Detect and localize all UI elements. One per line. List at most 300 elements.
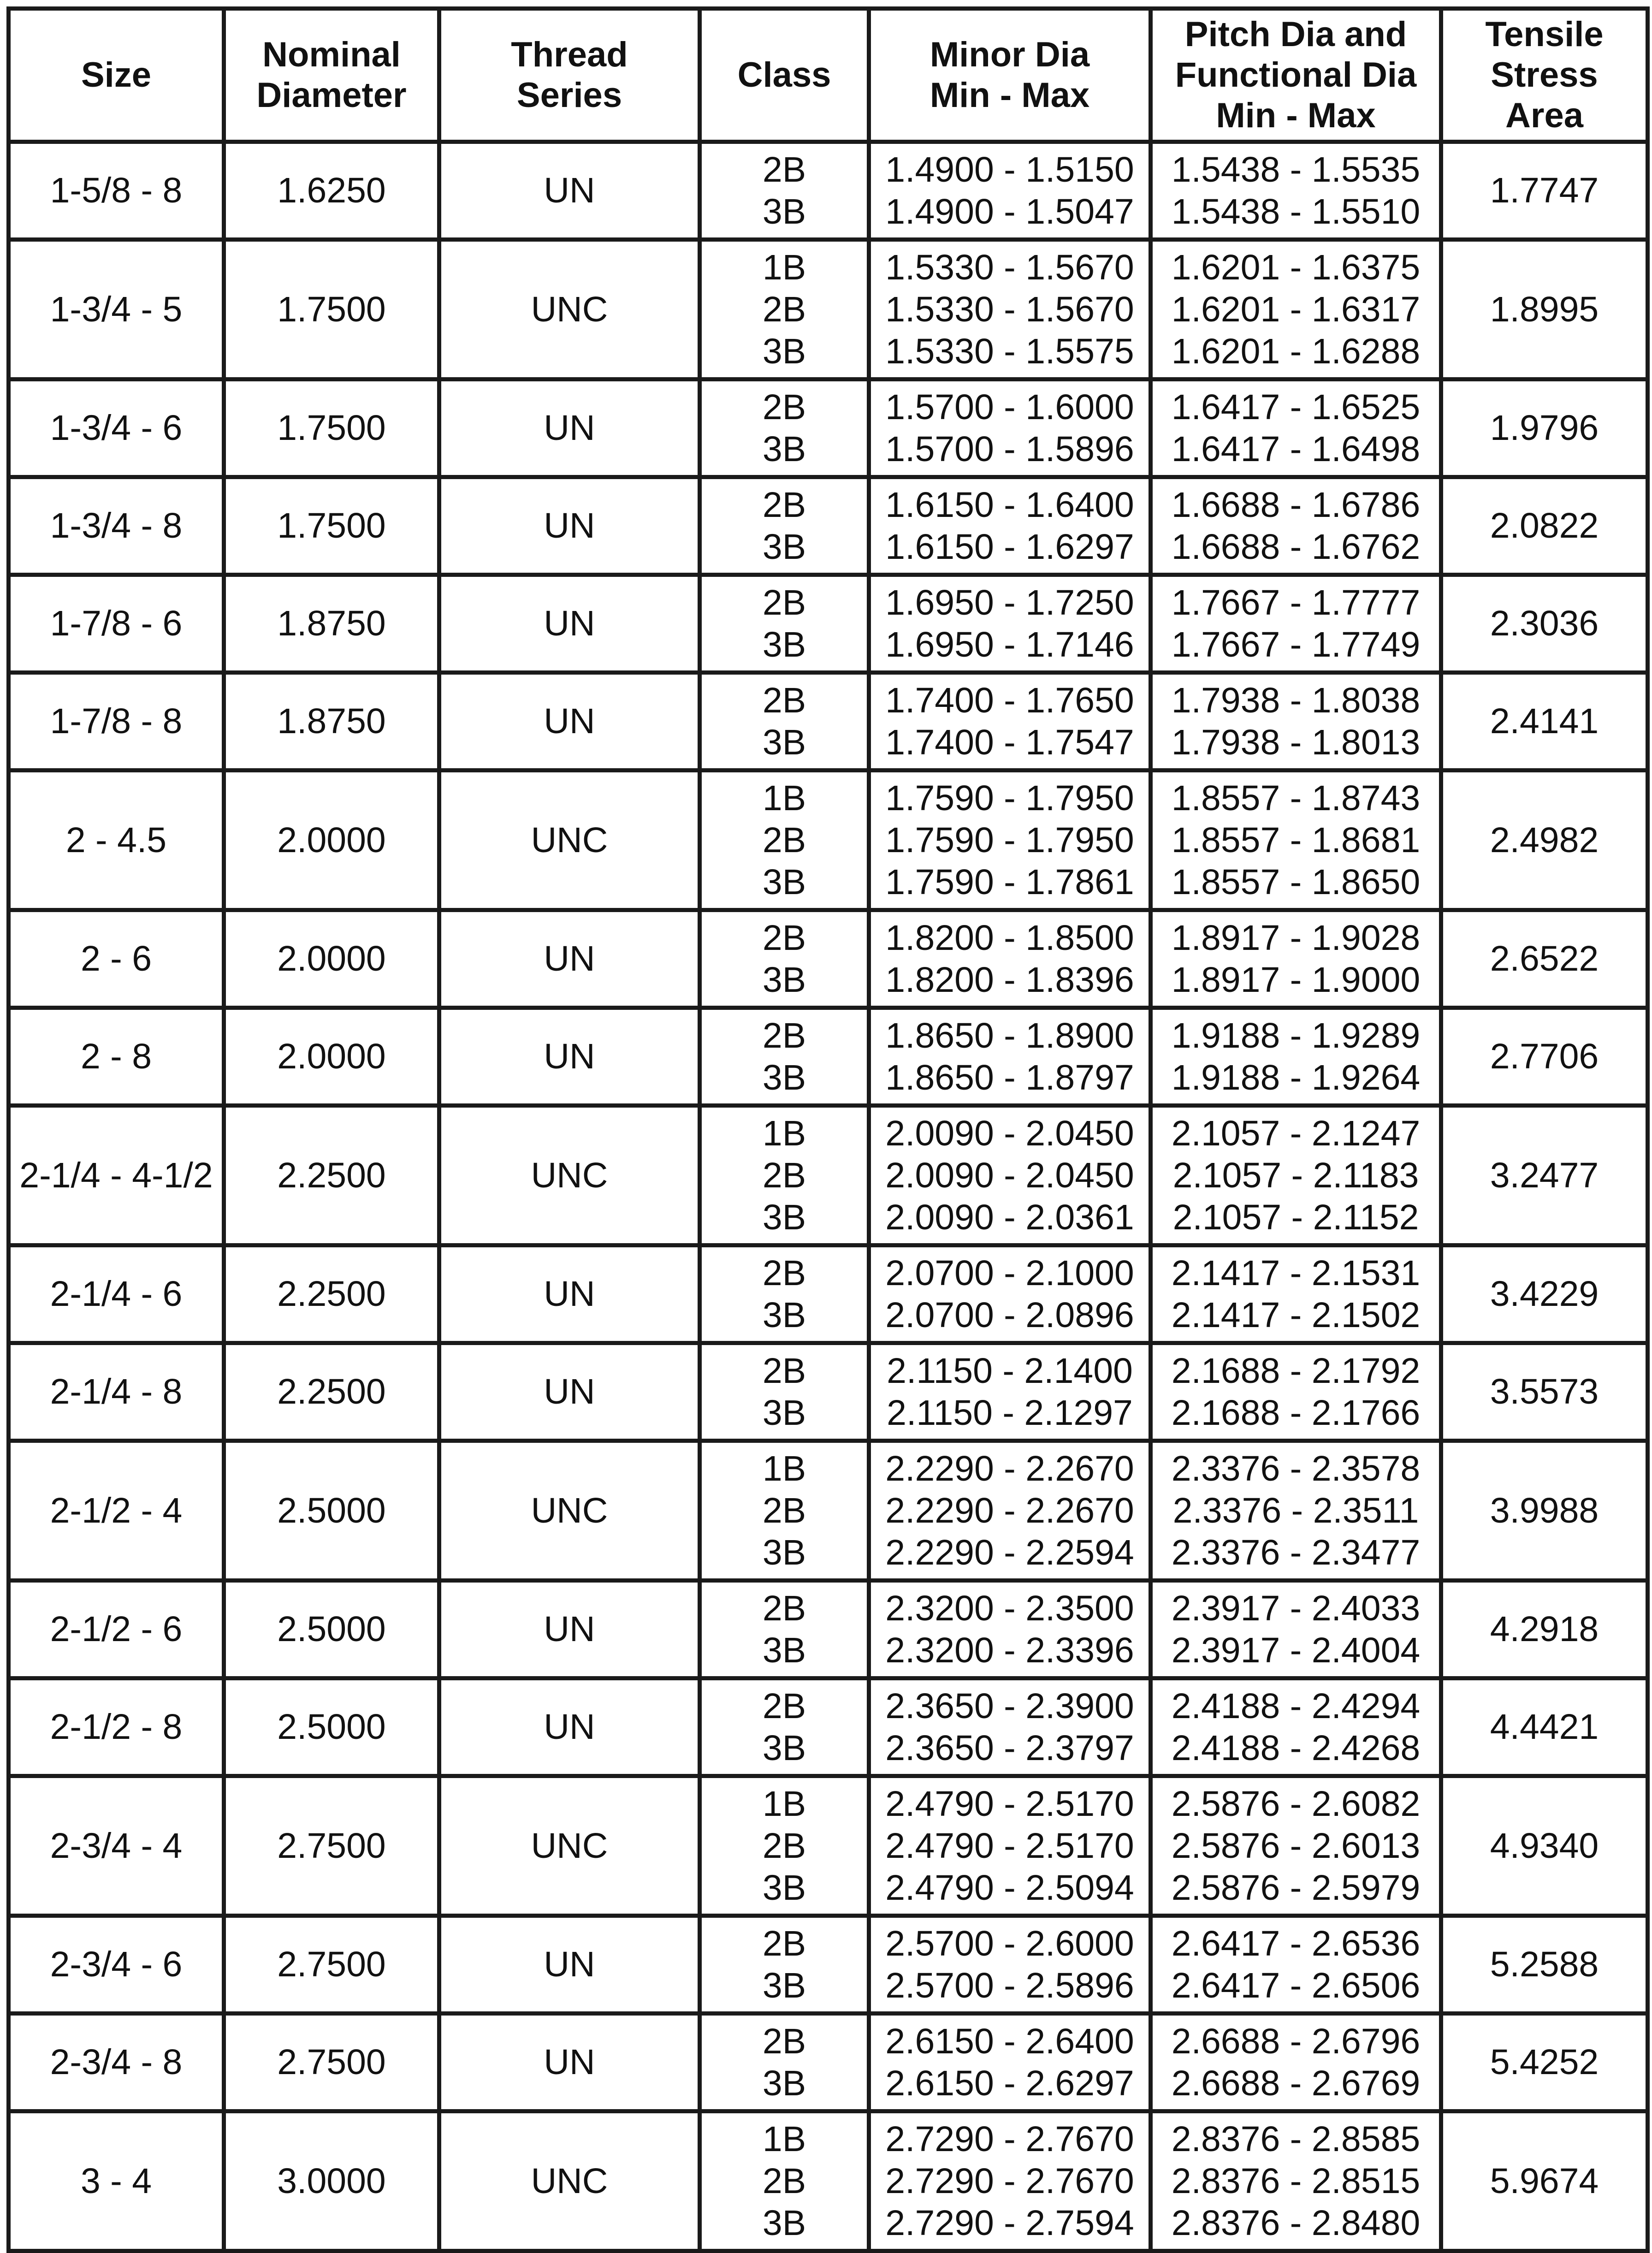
- table-body: [9, 142, 1648, 2251]
- class-cell: [700, 379, 869, 477]
- nominal-diameter-cell: 1.8750: [224, 575, 439, 673]
- tensile-stress-area-cell: 2.4982: [1441, 771, 1648, 910]
- class-value: 2B: [762, 1923, 806, 1963]
- minor-dia-value: 1.7400 - 1.7650: [885, 680, 1134, 720]
- table-row: [9, 379, 1648, 477]
- minor-dia-value: 1.7590 - 1.7950: [885, 778, 1134, 818]
- nominal-diameter-cell: 1.7500: [224, 240, 439, 379]
- class-value: 2B: [762, 149, 806, 190]
- tensile-stress-area-cell: 4.9340: [1441, 1776, 1648, 1916]
- pitch-dia-cell: [1151, 1343, 1441, 1441]
- column-header-text: Minor Dia: [930, 35, 1090, 74]
- pitch-dia-value: 1.7938 - 1.8038: [1171, 680, 1421, 720]
- thread-series-cell: UN: [439, 910, 700, 1008]
- pitch-dia-value: 1.8557 - 1.8650: [1171, 862, 1421, 902]
- column-header-text: Nominal: [262, 35, 401, 74]
- minor-dia-value: 1.6150 - 1.6400: [885, 485, 1134, 525]
- minor-dia-value: 2.4790 - 2.5170: [885, 1784, 1134, 1824]
- class-value: 3B: [762, 722, 806, 762]
- nominal-diameter-cell: 2.0000: [224, 1008, 439, 1106]
- minor-dia-cell: [869, 771, 1151, 910]
- class-value: 3B: [762, 331, 806, 371]
- table-header-row: [9, 9, 1648, 142]
- tensile-stress-area-cell: 5.9674: [1441, 2111, 1648, 2251]
- column-header-text: Series: [516, 76, 622, 115]
- pitch-dia-value: 1.5438 - 1.5510: [1171, 191, 1421, 231]
- table-row: [9, 673, 1648, 771]
- minor-dia-value: 2.5700 - 2.5896: [885, 1965, 1134, 2005]
- class-value: 2B: [762, 2161, 806, 2201]
- size-cell: 2-1/2 - 8: [9, 1678, 224, 1776]
- minor-dia-value: 2.0090 - 2.0450: [885, 1155, 1134, 1195]
- size-cell: 2 - 6: [9, 910, 224, 1008]
- pitch-dia-value: 1.8557 - 1.8681: [1171, 820, 1421, 860]
- class-value: 2B: [762, 485, 806, 525]
- pitch-dia-value: 1.5438 - 1.5535: [1171, 149, 1421, 190]
- nominal-diameter-cell: 1.6250: [224, 142, 439, 240]
- pitch-dia-value: 2.1057 - 2.1183: [1172, 1155, 1419, 1195]
- class-cell: [700, 142, 869, 240]
- class-value: 3B: [762, 624, 806, 664]
- table-row: [9, 1441, 1648, 1581]
- pitch-dia-cell: [1151, 2014, 1441, 2111]
- pitch-dia-value: 2.1057 - 2.1247: [1171, 1113, 1421, 1153]
- minor-dia-cell: [869, 1441, 1151, 1581]
- class-value: 2B: [762, 582, 806, 623]
- minor-dia-cell: [869, 477, 1151, 575]
- table-row: [9, 477, 1648, 575]
- class-value: 1B: [762, 1113, 806, 1153]
- pitch-dia-value: 1.6688 - 1.6786: [1171, 485, 1421, 525]
- size-cell: 3 - 4: [9, 2111, 224, 2251]
- column-header-minor-dia: [869, 9, 1151, 142]
- tensile-stress-area-cell: 1.8995: [1441, 240, 1648, 379]
- table-row: [9, 1581, 1648, 1678]
- class-cell: [700, 910, 869, 1008]
- minor-dia-value: 2.7290 - 2.7670: [885, 2161, 1134, 2201]
- tensile-stress-area-cell: 3.5573: [1441, 1343, 1648, 1441]
- minor-dia-cell: [869, 2111, 1151, 2251]
- minor-dia-value: 2.3650 - 2.3797: [885, 1728, 1134, 1768]
- minor-dia-value: 2.0090 - 2.0450: [885, 1113, 1134, 1153]
- thread-series-cell: UN: [439, 673, 700, 771]
- class-cell: [700, 1008, 869, 1106]
- pitch-dia-value: 1.6201 - 1.6288: [1171, 331, 1421, 371]
- thread-series-cell: UN: [439, 1581, 700, 1678]
- class-value: 2B: [762, 1826, 806, 1866]
- column-header-text: Pitch Dia and: [1184, 15, 1407, 54]
- class-value: 3B: [762, 1197, 806, 1237]
- nominal-diameter-cell: 2.0000: [224, 771, 439, 910]
- minor-dia-value: 2.0700 - 2.0896: [885, 1295, 1134, 1335]
- class-cell: [700, 771, 869, 910]
- minor-dia-value: 1.7400 - 1.7547: [885, 722, 1134, 762]
- column-header-thread-series: [439, 9, 700, 142]
- minor-dia-value: 2.2290 - 2.2670: [885, 1490, 1134, 1530]
- tensile-stress-area-cell: 4.4421: [1441, 1678, 1648, 1776]
- minor-dia-value: 2.0700 - 2.1000: [885, 1253, 1134, 1293]
- size-cell: 2-1/4 - 6: [9, 1245, 224, 1343]
- thread-series-cell: UN: [439, 142, 700, 240]
- thread-series-cell: UNC: [439, 1106, 700, 1245]
- minor-dia-value: 2.2290 - 2.2594: [885, 1532, 1134, 1572]
- size-cell: 1-3/4 - 6: [9, 379, 224, 477]
- column-header-text: Size: [81, 55, 152, 95]
- minor-dia-value: 2.1150 - 2.1297: [887, 1393, 1133, 1433]
- pitch-dia-value: 2.1688 - 2.1792: [1171, 1351, 1421, 1391]
- class-cell: [700, 1343, 869, 1441]
- table-row: [9, 1106, 1648, 1245]
- pitch-dia-cell: [1151, 379, 1441, 477]
- class-value: 1B: [762, 2119, 806, 2159]
- tensile-stress-area-cell: 3.4229: [1441, 1245, 1648, 1343]
- class-cell: [700, 575, 869, 673]
- pitch-dia-value: 1.9188 - 1.9264: [1171, 1057, 1421, 1097]
- pitch-dia-cell: [1151, 1008, 1441, 1106]
- pitch-dia-cell: [1151, 673, 1441, 771]
- pitch-dia-value: 2.6417 - 2.6506: [1171, 1965, 1421, 2005]
- thread-series-cell: UN: [439, 477, 700, 575]
- class-value: 1B: [762, 1784, 806, 1824]
- table-row: [9, 142, 1648, 240]
- size-cell: 2-1/2 - 4: [9, 1441, 224, 1581]
- table-row: [9, 240, 1648, 379]
- minor-dia-cell: [869, 379, 1151, 477]
- thread-series-cell: UNC: [439, 1441, 700, 1581]
- nominal-diameter-cell: 2.5000: [224, 1678, 439, 1776]
- minor-dia-cell: [869, 1343, 1151, 1441]
- minor-dia-cell: [869, 910, 1151, 1008]
- pitch-dia-value: 2.3376 - 2.3477: [1171, 1532, 1421, 1572]
- class-value: 3B: [762, 1295, 806, 1335]
- column-header-text: Min - Max: [930, 76, 1090, 115]
- minor-dia-value: 2.6150 - 2.6400: [885, 2021, 1134, 2061]
- size-cell: 2-1/2 - 6: [9, 1581, 224, 1678]
- thread-series-cell: UNC: [439, 771, 700, 910]
- pitch-dia-cell: [1151, 240, 1441, 379]
- thread-series-cell: UN: [439, 1008, 700, 1106]
- minor-dia-value: 1.8200 - 1.8396: [885, 960, 1134, 1000]
- nominal-diameter-cell: 3.0000: [224, 2111, 439, 2251]
- thread-series-cell: UN: [439, 575, 700, 673]
- pitch-dia-cell: [1151, 1441, 1441, 1581]
- column-header-size: [9, 9, 224, 142]
- minor-dia-value: 1.8200 - 1.8500: [885, 918, 1134, 958]
- class-cell: [700, 1245, 869, 1343]
- class-value: 3B: [762, 1532, 806, 1572]
- minor-dia-value: 2.2290 - 2.2670: [885, 1448, 1134, 1488]
- minor-dia-value: 2.0090 - 2.0361: [885, 1197, 1134, 1237]
- pitch-dia-value: 1.6201 - 1.6375: [1171, 247, 1421, 287]
- pitch-dia-value: 2.6688 - 2.6796: [1171, 2021, 1421, 2061]
- class-value: 3B: [762, 960, 806, 1000]
- class-value: 3B: [762, 1868, 806, 1908]
- table-row: [9, 1008, 1648, 1106]
- class-cell: [700, 2014, 869, 2111]
- class-cell: [700, 1106, 869, 1245]
- minor-dia-value: 2.6150 - 2.6297: [885, 2063, 1134, 2103]
- pitch-dia-value: 1.8917 - 1.9000: [1171, 960, 1421, 1000]
- thread-series-cell: UNC: [439, 2111, 700, 2251]
- minor-dia-cell: [869, 1106, 1151, 1245]
- class-value: 2B: [762, 820, 806, 860]
- minor-dia-cell: [869, 2014, 1151, 2111]
- column-header-text: Tensile: [1485, 15, 1604, 54]
- class-value: 3B: [762, 527, 806, 567]
- thread-series-cell: UNC: [439, 240, 700, 379]
- minor-dia-value: 1.4900 - 1.5047: [885, 191, 1134, 231]
- pitch-dia-value: 2.8376 - 2.8585: [1171, 2119, 1421, 2159]
- class-value: 3B: [762, 2203, 806, 2243]
- nominal-diameter-cell: 2.5000: [224, 1441, 439, 1581]
- table-row: [9, 771, 1648, 910]
- minor-dia-value: 1.5330 - 1.5670: [885, 247, 1134, 287]
- pitch-dia-value: 2.1057 - 2.1152: [1172, 1197, 1419, 1237]
- class-value: 3B: [762, 429, 806, 469]
- table-row: [9, 2014, 1648, 2111]
- nominal-diameter-cell: 1.8750: [224, 673, 439, 771]
- class-cell: [700, 2111, 869, 2251]
- pitch-dia-cell: [1151, 1106, 1441, 1245]
- tensile-stress-area-cell: 5.2588: [1441, 1916, 1648, 2014]
- table-row: [9, 1245, 1648, 1343]
- tensile-stress-area-cell: 2.0822: [1441, 477, 1648, 575]
- pitch-dia-cell: [1151, 1916, 1441, 2014]
- minor-dia-value: 2.3200 - 2.3396: [885, 1630, 1134, 1670]
- size-cell: 2-3/4 - 6: [9, 1916, 224, 2014]
- minor-dia-value: 1.8650 - 1.8797: [885, 1057, 1134, 1097]
- pitch-dia-value: 2.1417 - 2.1502: [1171, 1295, 1421, 1335]
- pitch-dia-value: 2.3376 - 2.3578: [1171, 1448, 1421, 1488]
- column-header-text: Min - Max: [1216, 96, 1376, 135]
- minor-dia-value: 1.6150 - 1.6297: [885, 527, 1134, 567]
- pitch-dia-value: 1.6417 - 1.6498: [1171, 429, 1421, 469]
- pitch-dia-value: 2.3917 - 2.4004: [1171, 1630, 1421, 1670]
- thread-series-cell: UN: [439, 379, 700, 477]
- size-cell: 2-1/4 - 4-1/2: [9, 1106, 224, 1245]
- tensile-stress-area-cell: 2.3036: [1441, 575, 1648, 673]
- class-value: 2B: [762, 1351, 806, 1391]
- size-cell: 1-5/8 - 8: [9, 142, 224, 240]
- class-cell: [700, 477, 869, 575]
- pitch-dia-value: 2.3376 - 2.3511: [1172, 1490, 1419, 1530]
- nominal-diameter-cell: 2.0000: [224, 910, 439, 1008]
- minor-dia-value: 1.5330 - 1.5670: [885, 289, 1134, 329]
- minor-dia-cell: [869, 1916, 1151, 2014]
- class-cell: [700, 1441, 869, 1581]
- pitch-dia-value: 1.8557 - 1.8743: [1171, 778, 1421, 818]
- tensile-stress-area-cell: 1.9796: [1441, 379, 1648, 477]
- class-value: 2B: [762, 1490, 806, 1530]
- column-header-text: Diameter: [256, 76, 407, 115]
- tensile-stress-area-cell: 3.9988: [1441, 1441, 1648, 1581]
- table-row: [9, 575, 1648, 673]
- size-cell: 2 - 8: [9, 1008, 224, 1106]
- pitch-dia-cell: [1151, 910, 1441, 1008]
- column-header-text: Thread: [511, 35, 628, 74]
- column-header-class: [700, 9, 869, 142]
- pitch-dia-cell: [1151, 1776, 1441, 1916]
- class-value: 2B: [762, 1253, 806, 1293]
- table-row: [9, 2111, 1648, 2251]
- class-value: 3B: [762, 1965, 806, 2005]
- size-cell: 2-1/4 - 8: [9, 1343, 224, 1441]
- nominal-diameter-cell: 2.7500: [224, 2014, 439, 2111]
- size-cell: 2-3/4 - 4: [9, 1776, 224, 1916]
- nominal-diameter-cell: 2.7500: [224, 1776, 439, 1916]
- minor-dia-cell: [869, 1678, 1151, 1776]
- minor-dia-value: 2.3200 - 2.3500: [885, 1588, 1134, 1628]
- minor-dia-value: 1.8650 - 1.8900: [885, 1015, 1134, 1055]
- tensile-stress-area-cell: 4.2918: [1441, 1581, 1648, 1678]
- pitch-dia-cell: [1151, 1678, 1441, 1776]
- class-value: 3B: [762, 862, 806, 902]
- minor-dia-value: 1.5700 - 1.6000: [885, 387, 1134, 427]
- pitch-dia-cell: [1151, 477, 1441, 575]
- pitch-dia-value: 1.7667 - 1.7749: [1171, 624, 1421, 664]
- minor-dia-value: 2.5700 - 2.6000: [885, 1923, 1134, 1963]
- class-value: 1B: [762, 778, 806, 818]
- class-value: 1B: [762, 247, 806, 287]
- class-value: 3B: [762, 1728, 806, 1768]
- thread-series-cell: UN: [439, 1678, 700, 1776]
- column-header-text: Stress: [1491, 55, 1598, 95]
- nominal-diameter-cell: 2.2500: [224, 1245, 439, 1343]
- minor-dia-value: 1.7590 - 1.7861: [885, 862, 1134, 902]
- column-header-text: Area: [1505, 96, 1583, 135]
- minor-dia-value: 2.4790 - 2.5094: [885, 1868, 1134, 1908]
- class-cell: [700, 1678, 869, 1776]
- class-value: 1B: [762, 1448, 806, 1488]
- thread-series-cell: UN: [439, 1245, 700, 1343]
- thread-series-cell: UNC: [439, 1776, 700, 1916]
- pitch-dia-cell: [1151, 1245, 1441, 1343]
- pitch-dia-cell: [1151, 575, 1441, 673]
- column-header-nominal-diameter: [224, 9, 439, 142]
- pitch-dia-value: 2.4188 - 2.4268: [1171, 1728, 1421, 1768]
- class-value: 3B: [762, 191, 806, 231]
- pitch-dia-value: 1.6417 - 1.6525: [1171, 387, 1421, 427]
- class-value: 2B: [762, 1155, 806, 1195]
- tensile-stress-area-cell: 1.7747: [1441, 142, 1648, 240]
- class-cell: [700, 1916, 869, 2014]
- minor-dia-cell: [869, 1245, 1151, 1343]
- class-value: 2B: [762, 1015, 806, 1055]
- column-header-pitch-functional-dia: [1151, 9, 1441, 142]
- minor-dia-cell: [869, 673, 1151, 771]
- column-header-text: Functional Dia: [1175, 55, 1417, 95]
- tensile-stress-area-cell: 5.4252: [1441, 2014, 1648, 2111]
- pitch-dia-value: 2.5876 - 2.6013: [1171, 1826, 1421, 1866]
- class-value: 3B: [762, 1393, 806, 1433]
- class-cell: [700, 1776, 869, 1916]
- minor-dia-cell: [869, 1008, 1151, 1106]
- class-cell: [700, 673, 869, 771]
- class-value: 3B: [762, 1057, 806, 1097]
- minor-dia-value: 1.5700 - 1.5896: [885, 429, 1134, 469]
- table-row: [9, 1678, 1648, 1776]
- table-row: [9, 1916, 1648, 2014]
- nominal-diameter-cell: 1.7500: [224, 477, 439, 575]
- class-value: 2B: [762, 1686, 806, 1726]
- minor-dia-value: 2.1150 - 2.1400: [887, 1351, 1133, 1391]
- class-value: 2B: [762, 2021, 806, 2061]
- pitch-dia-value: 2.3917 - 2.4033: [1171, 1588, 1421, 1628]
- class-value: 2B: [762, 387, 806, 427]
- nominal-diameter-cell: 2.2500: [224, 1106, 439, 1245]
- minor-dia-value: 1.7590 - 1.7950: [885, 820, 1134, 860]
- tensile-stress-area-cell: 2.7706: [1441, 1008, 1648, 1106]
- minor-dia-value: 1.6950 - 1.7146: [885, 624, 1134, 664]
- pitch-dia-value: 1.7938 - 1.8013: [1171, 722, 1421, 762]
- pitch-dia-value: 2.6688 - 2.6769: [1171, 2063, 1421, 2103]
- column-header-tensile-stress-area: [1441, 9, 1648, 142]
- size-cell: 2 - 4.5: [9, 771, 224, 910]
- column-header-text: Class: [737, 55, 831, 95]
- table-row: [9, 1776, 1648, 1916]
- pitch-dia-value: 1.6201 - 1.6317: [1171, 289, 1421, 329]
- pitch-dia-value: 1.6688 - 1.6762: [1171, 527, 1421, 567]
- pitch-dia-value: 2.5876 - 2.6082: [1171, 1784, 1421, 1824]
- nominal-diameter-cell: 1.7500: [224, 379, 439, 477]
- minor-dia-cell: [869, 1776, 1151, 1916]
- class-value: 2B: [762, 1588, 806, 1628]
- pitch-dia-cell: [1151, 1581, 1441, 1678]
- thread-series-cell: UN: [439, 1916, 700, 2014]
- minor-dia-cell: [869, 575, 1151, 673]
- minor-dia-value: 1.6950 - 1.7250: [885, 582, 1134, 623]
- pitch-dia-value: 2.1417 - 2.1531: [1171, 1253, 1421, 1293]
- nominal-diameter-cell: 2.5000: [224, 1581, 439, 1678]
- pitch-dia-value: 2.6417 - 2.6536: [1171, 1923, 1421, 1963]
- class-value: 3B: [762, 2063, 806, 2103]
- pitch-dia-value: 2.1688 - 2.1766: [1171, 1393, 1421, 1433]
- pitch-dia-value: 2.4188 - 2.4294: [1171, 1686, 1421, 1726]
- minor-dia-value: 2.7290 - 2.7594: [885, 2203, 1134, 2243]
- size-cell: 1-3/4 - 8: [9, 477, 224, 575]
- thread-series-cell: UN: [439, 1343, 700, 1441]
- pitch-dia-cell: [1151, 2111, 1441, 2251]
- minor-dia-cell: [869, 1581, 1151, 1678]
- thread-dimensions-table: [6, 6, 1650, 2253]
- size-cell: 2-3/4 - 8: [9, 2014, 224, 2111]
- tensile-stress-area-cell: 2.4141: [1441, 673, 1648, 771]
- pitch-dia-value: 2.5876 - 2.5979: [1171, 1868, 1421, 1908]
- pitch-dia-cell: [1151, 142, 1441, 240]
- minor-dia-cell: [869, 240, 1151, 379]
- nominal-diameter-cell: 2.7500: [224, 1916, 439, 2014]
- tensile-stress-area-cell: 2.6522: [1441, 910, 1648, 1008]
- class-value: 2B: [762, 918, 806, 958]
- class-value: 2B: [762, 289, 806, 329]
- size-cell: 1-7/8 - 8: [9, 673, 224, 771]
- pitch-dia-value: 1.8917 - 1.9028: [1171, 918, 1421, 958]
- nominal-diameter-cell: 2.2500: [224, 1343, 439, 1441]
- pitch-dia-value: 2.8376 - 2.8515: [1171, 2161, 1421, 2201]
- size-cell: 1-7/8 - 6: [9, 575, 224, 673]
- class-value: 3B: [762, 1630, 806, 1670]
- table-row: [9, 1343, 1648, 1441]
- table-row: [9, 910, 1648, 1008]
- minor-dia-value: 2.4790 - 2.5170: [885, 1826, 1134, 1866]
- tensile-stress-area-cell: 3.2477: [1441, 1106, 1648, 1245]
- size-cell: 1-3/4 - 5: [9, 240, 224, 379]
- minor-dia-value: 2.7290 - 2.7670: [885, 2119, 1134, 2159]
- pitch-dia-cell: [1151, 771, 1441, 910]
- pitch-dia-value: 1.9188 - 1.9289: [1171, 1015, 1421, 1055]
- minor-dia-value: 1.5330 - 1.5575: [885, 331, 1134, 371]
- minor-dia-value: 1.4900 - 1.5150: [885, 149, 1134, 190]
